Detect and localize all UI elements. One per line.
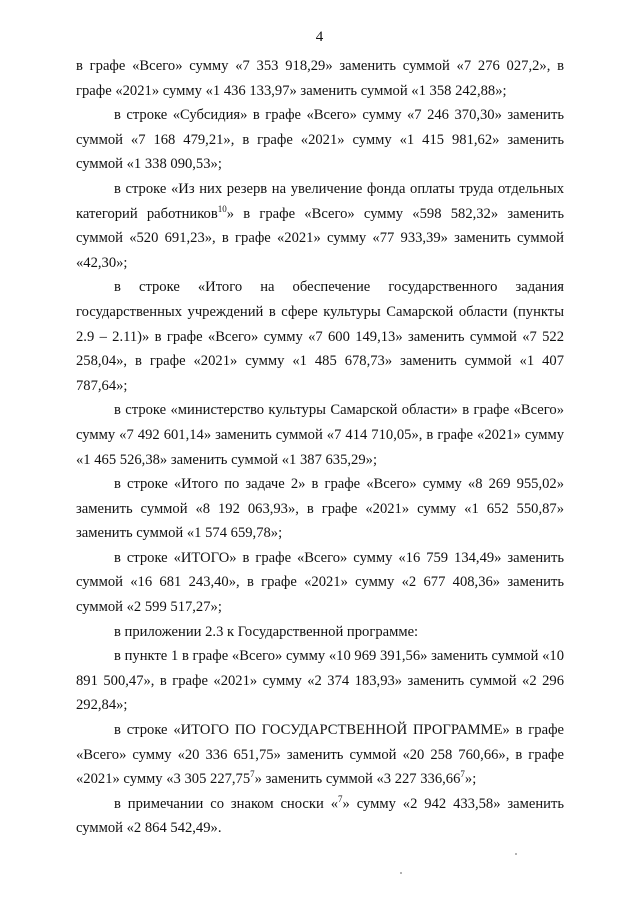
- paragraph: [76, 644, 564, 718]
- paragraph-text: в строке «Субсидия» в графе «Всего» сумму «7 246 370,30» заменить суммой «7 168 479,21», в графе «2021» сумму «1 415 981,62» заменить суммой «1 338 090,53»;: [76, 107, 564, 173]
- paragraph-text: в строке «Из них резерв на увеличение фонда оплаты труда отдельных категорий работников: [76, 180, 564, 222]
- paragraph-text: в приложении 2.3 к Государственной программе:: [114, 623, 419, 640]
- paragraph-text: в строке «Итого на обеспечение государственного задания государственных учреждений в сфере культуры Самарской области (пункты 2.9 – 2.11)» в графе «Всего» сумму «7 600 149,13» заменить суммой «7 522 258,04», в графе «2021» сумму «1 485 678,73» заменить суммой «1 407 787,64»;: [76, 279, 564, 394]
- paragraph: [76, 620, 564, 645]
- document-body: [76, 54, 564, 841]
- footnote-marker: 7: [338, 793, 343, 804]
- footnote-marker: 7: [250, 769, 255, 780]
- scan-speck: [400, 872, 402, 874]
- paragraph-text: »;: [464, 771, 477, 788]
- paragraph: [76, 398, 564, 472]
- paragraph-text: в строке «ИТОГО ПО ГОСУДАРСТВЕННОЙ ПРОГРАММЕ» в графе «Всего» сумму «20 336 651,75» заменить суммой «20 258 760,66», в графе «2021» сумму «3 305 227,75: [76, 722, 564, 788]
- paragraph: [76, 54, 564, 103]
- paragraph: [76, 472, 564, 546]
- scan-speck: [515, 853, 517, 855]
- paragraph-text: » сумму «2 942 433,58» заменить суммой «2 864 542,49».: [76, 795, 565, 837]
- paragraph-text: в примечании со знаком сноски «: [114, 795, 338, 812]
- footnote-marker: 7: [460, 769, 465, 780]
- paragraph-text: в строке «Итого по задаче 2» в графе «Всего» сумму «8 269 955,02» заменить суммой «8 192 063,93», в графе «2021» сумму «1 652 550,87» заменить суммой «1 574 659,78»;: [76, 476, 564, 542]
- paragraph-text: в пункте 1 в графе «Всего» сумму «10 969 391,56» заменить суммой «10 891 500,47», в графе «2021» сумму «2 374 183,93» заменить суммой «2 296 292,84»;: [76, 648, 564, 714]
- paragraph: [76, 103, 564, 177]
- page-number: 4: [315, 29, 324, 45]
- paragraph-text: » в графе «Всего» сумму «598 582,32» заменить суммой «520 691,23», в графе «2021» сумму «77 933,39» заменить суммой «42,30»;: [76, 205, 564, 271]
- paragraph-text: в строке «министерство культуры Самарской области» в графе «Всего» сумму «7 492 601,14» заменить суммой «7 414 710,05», в графе «2021» сумму «1 465 526,38» заменить суммой «1 387 635,29»;: [76, 402, 564, 468]
- paragraph: [76, 177, 564, 275]
- paragraph: [76, 718, 564, 792]
- paragraph-text: в графе «Всего» сумму «7 353 918,29» заменить суммой «7 276 027,2», в графе «2021» сумму «1 436 133,97» заменить суммой «1 358 242,88»;: [76, 58, 564, 99]
- paragraph-text: » заменить суммой «3 227 336,66: [254, 771, 461, 788]
- paragraph: [76, 546, 564, 620]
- paragraph: [76, 792, 564, 841]
- footnote-marker: 10: [217, 203, 227, 214]
- paragraph: [76, 275, 564, 398]
- paragraph-text: в строке «ИТОГО» в графе «Всего» сумму «16 759 134,49» заменить суммой «16 681 243,40», в графе «2021» сумму «2 677 408,36» заменить суммой «2 599 517,27»;: [76, 549, 564, 616]
